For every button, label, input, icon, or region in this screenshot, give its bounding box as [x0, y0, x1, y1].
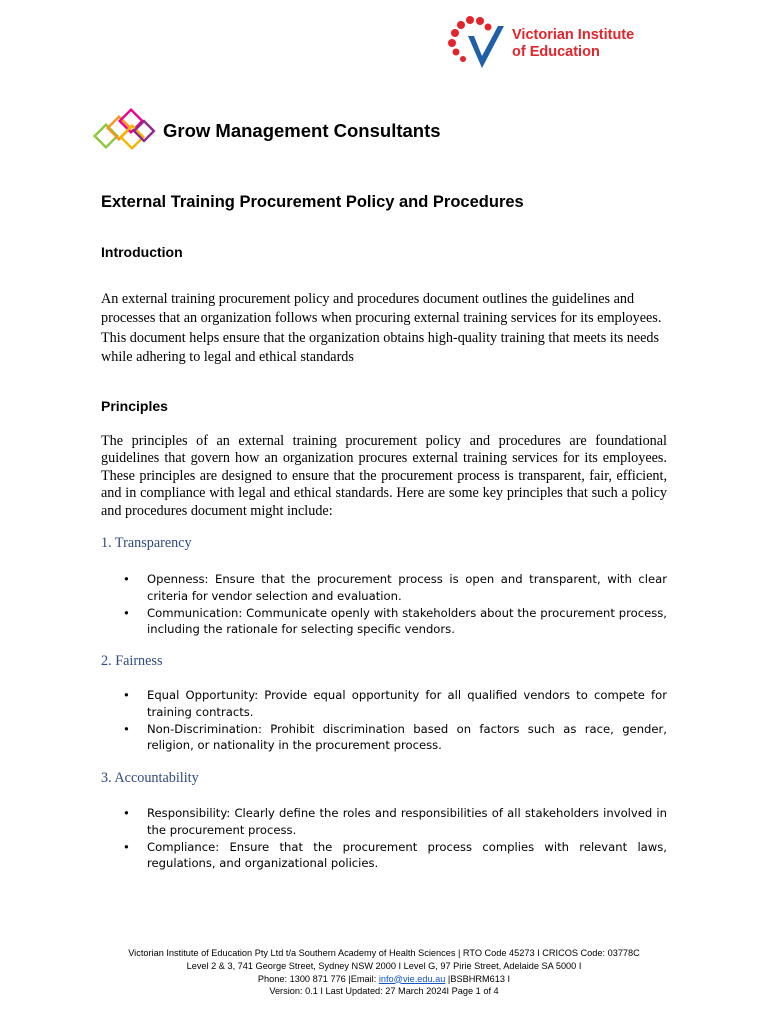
footer-line-4: Version: 0.1 I Last Updated: 27 March 2024I Page 1 of 4 — [269, 986, 499, 997]
list-item — [101, 721, 667, 755]
list-item — [101, 571, 667, 605]
footer-code: |BSBHRM613 I — [445, 973, 511, 984]
bullet-icon: • — [123, 688, 130, 702]
vie-name-line2: of Education — [512, 44, 600, 60]
list-item — [101, 687, 667, 721]
bullet-text: Responsibility: Clearly define the roles and responsibilities of all stakeholders involved in the procurement process. — [147, 806, 667, 837]
accountability-list — [101, 805, 667, 872]
bullet-icon: • — [123, 572, 130, 586]
bullet-icon: • — [123, 806, 130, 820]
footer-line-2: Level 2 & 3, 741 George Street, Sydney NSW 2000 I Level G, 97 Pirie Street, Adelaide SA 5000 I — [186, 960, 582, 971]
principles-heading: Principles — [101, 398, 168, 414]
accountability-heading: 3. Accountability — [101, 770, 199, 786]
bullet-icon: • — [123, 839, 130, 854]
page-footer — [0, 947, 768, 998]
bullet-text: Equal Opportunity: Provide equal opportunity for all qualified vendors to compete for training contracts. — [147, 688, 667, 719]
footer-line-1: Victorian Institute of Education Pty Ltd t/a Southern Academy of Health Sciences | RTO Code 45273 I CRICOS Code: 03778C — [128, 948, 640, 958]
bullet-text: Communication: Communicate openly with stakeholders about the procurement process, including the rationale for selecting specific vendors. — [147, 605, 667, 637]
footer-line-3 — [0, 973, 768, 986]
diamonds-logo-icon — [92, 108, 158, 156]
bullet-icon: • — [123, 721, 130, 736]
footer-phone: Phone: 1300 871 776 |Email: — [257, 973, 379, 984]
fairness-list — [101, 687, 667, 754]
bullet-icon: • — [123, 605, 130, 620]
vie-name — [512, 27, 634, 61]
document-title: External Training Procurement Policy and Procedures — [101, 193, 524, 211]
vie-logo — [444, 14, 674, 72]
list-item — [101, 805, 667, 839]
email-link[interactable]: info@vie.edu.au — [378, 973, 446, 984]
company-name: Grow Management Consultants — [163, 120, 441, 141]
bullet-text: Openness: Ensure that the procurement process is open and transparent, with clear criteria for vendor selection and evaluation. — [147, 572, 667, 603]
bullet-text: Compliance: Ensure that the procurement process complies with relevant laws, regulations, and organizational policies. — [147, 839, 667, 871]
fairness-heading: 2. Fairness — [101, 653, 163, 669]
vie-name-line1: Victorian Institute — [512, 27, 635, 43]
principles-paragraph: The principles of an external training procurement policy and procedures are foundational guidelines that govern how an organization procures external training services for its employees. These principles are designed to ensure that the procurement process is transparent, fair, efficient, and in compliance with legal and ethical standards. Here are some key principles that such a policy and procedures document might include: — [101, 433, 667, 519]
bullet-text: Non-Discrimination: Prohibit discrimination based on factors such as race, gender, religion, or nationality in the procurement process. — [147, 721, 667, 753]
list-item — [101, 839, 667, 873]
introduction-heading: Introduction — [101, 244, 183, 260]
introduction-paragraph: An external training procurement policy and procedures document outlines the guidelines and processes that an organization follows when procuring external training services for its employees. This document helps ensure that the organization obtains high-quality training that meets its needs while adhering to legal and ethical standards — [101, 291, 662, 366]
list-item — [101, 605, 667, 639]
transparency-list — [101, 571, 667, 638]
transparency-heading: 1. Transparency — [101, 535, 192, 551]
vie-logo-icon — [444, 14, 508, 72]
